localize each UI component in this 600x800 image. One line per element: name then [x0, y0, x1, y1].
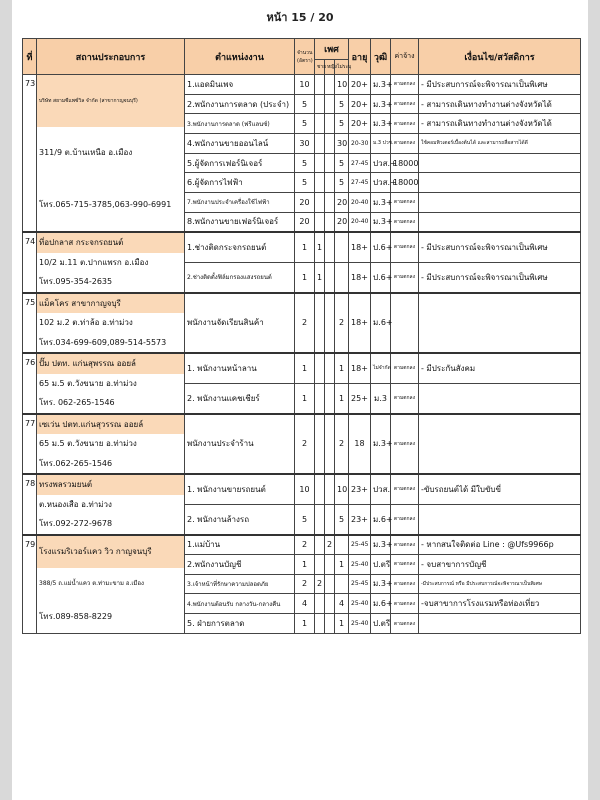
table-row — [23, 232, 581, 262]
position-female — [325, 574, 335, 594]
position-age: 23+ — [349, 474, 371, 504]
position-male — [315, 94, 325, 114]
company-name: ปั๊ม ปตท. แก่นสุพรรณ ออยล์ — [37, 354, 184, 374]
position-conditions: - มีประกันสังคม — [419, 353, 581, 383]
company-phone: โทร.034-699-609,089-514-5573 — [39, 337, 167, 347]
position-wage: 18000 — [391, 173, 419, 193]
header-position: ตำแหน่งงาน — [185, 39, 295, 75]
position-age: 18+ — [349, 262, 371, 292]
position-education: ม.6+ — [371, 594, 391, 614]
position-female — [325, 353, 335, 383]
company-cell — [37, 414, 185, 475]
job-listing-table — [22, 38, 581, 634]
position-male — [315, 353, 325, 383]
position-unspecified: 2 — [335, 293, 349, 354]
position-female — [325, 232, 335, 262]
position-wage: ตามตกลง — [391, 134, 419, 154]
position-female — [325, 153, 335, 173]
position-conditions: ใช้คอมพิวเตอร์เบื้องต้นได้ และสามารถสื่อสารได้ดี — [419, 134, 581, 154]
company-cell — [37, 535, 185, 634]
company-cell — [37, 353, 185, 414]
position-conditions: - มีประสบการณ์จะพิจารณาเป็นพิเศษ — [419, 262, 581, 292]
company-name: เซเว่น ปตท.แก่นสุวรรณ ออยล์ — [37, 415, 184, 435]
table-row — [23, 293, 581, 354]
position-title: 2.พนักงานการตลาด (ประจำ) — [185, 94, 295, 114]
position-male: 1 — [315, 262, 325, 292]
position-education: ม.3 ปวช. — [371, 134, 391, 154]
position-age: 18+ — [349, 293, 371, 354]
position-unspecified: 20 — [335, 212, 349, 232]
position-unspecified: 10 — [335, 75, 349, 95]
position-age: 20-30 — [349, 134, 371, 154]
position-education: ม.3 — [371, 383, 391, 413]
position-count: 1 — [295, 232, 315, 262]
position-male — [315, 474, 325, 504]
position-age: 25-45 — [349, 535, 371, 555]
company-name: ทรงพลรวมยนต์ — [37, 475, 184, 495]
header-male: ชาย — [315, 60, 325, 75]
position-male — [315, 554, 325, 574]
company-address: 102 ม.2 ต.ท่าล้อ อ.ท่าม่วง — [39, 318, 133, 327]
company-phone: โทร.065-715-3785,063-990-6991 — [39, 200, 172, 209]
position-title: 1. พนักงานหน้าลาน — [185, 353, 295, 383]
position-education: ป.ตรี — [371, 554, 391, 574]
position-female — [325, 474, 335, 504]
position-title: 4.พนักงานขายออนไลน์ — [185, 134, 295, 154]
position-male — [315, 594, 325, 614]
position-wage: ตามตกลง — [391, 614, 419, 634]
header-count: จำนวน (อัตรา) — [295, 39, 315, 75]
position-female — [325, 114, 335, 134]
position-age: 18+ — [349, 232, 371, 262]
position-count: 1 — [295, 262, 315, 292]
position-age: 25-40 — [349, 554, 371, 574]
position-male — [315, 134, 325, 154]
position-education: ป.6+ — [371, 262, 391, 292]
position-age: 25+ — [349, 383, 371, 413]
position-count: 4 — [295, 594, 315, 614]
position-count: 20 — [295, 193, 315, 213]
position-wage — [391, 293, 419, 354]
company-cell — [37, 75, 185, 233]
position-male — [315, 504, 325, 534]
position-unspecified: 5 — [335, 94, 349, 114]
position-conditions — [419, 212, 581, 232]
position-count: 1 — [295, 554, 315, 574]
position-count: 2 — [295, 574, 315, 594]
row-number: 74 — [23, 232, 37, 293]
position-conditions: - สามารถเดินทางทำงานต่างจังหวัดได้ — [419, 114, 581, 134]
position-female — [325, 262, 335, 292]
position-conditions: - มีประสบการณ์จะพิจารณาเป็นพิเศษ — [419, 232, 581, 262]
position-age: 23+ — [349, 504, 371, 534]
position-conditions — [419, 504, 581, 534]
position-male — [315, 193, 325, 213]
page-number: หน้า 15 / 20 — [266, 11, 334, 24]
position-male — [315, 414, 325, 475]
row-number: 79 — [23, 535, 37, 634]
position-count: 2 — [295, 535, 315, 555]
company-name: โรงแรมริเวอร์แคว วิว กาญจนบุรี — [37, 536, 184, 569]
position-wage: ตามตกลง — [391, 212, 419, 232]
position-conditions: - หากสนใจติดต่อ Line : @Ufs9966p — [419, 535, 581, 555]
table-row — [23, 474, 581, 504]
position-conditions — [419, 614, 581, 634]
position-unspecified: 2 — [335, 414, 349, 475]
position-female — [325, 94, 335, 114]
position-conditions — [419, 173, 581, 193]
position-wage: ตามตกลง — [391, 94, 419, 114]
position-education: ปวส.+ — [371, 153, 391, 173]
header-gender: เพศ — [315, 39, 349, 60]
position-education: ม.3+ — [371, 414, 391, 475]
position-age: 18+ — [349, 353, 371, 383]
position-unspecified — [335, 262, 349, 292]
position-title: 2. พนักงานแคชเชียร์ — [185, 383, 295, 413]
position-female — [325, 173, 335, 193]
header-wage: ค่าจ้าง — [391, 39, 419, 75]
position-unspecified: 4 — [335, 594, 349, 614]
header-conditions: เงื่อนไข/สวัสดิการ — [419, 39, 581, 75]
position-conditions — [419, 414, 581, 475]
position-conditions — [419, 383, 581, 413]
company-name: ที่อปกลาส กระจกรถยนต์ — [37, 233, 184, 253]
position-male — [315, 535, 325, 555]
position-female — [325, 212, 335, 232]
position-count: 2 — [295, 414, 315, 475]
company-address: ต.หนองเสือ อ.ท่าม่วง — [39, 499, 112, 509]
position-male — [315, 153, 325, 173]
position-wage: ตามตกลง — [391, 193, 419, 213]
position-female — [325, 594, 335, 614]
row-number: 76 — [23, 353, 37, 414]
header-age: อายุ — [349, 39, 371, 75]
row-number: 75 — [23, 293, 37, 354]
position-unspecified: 30 — [335, 134, 349, 154]
table-row — [23, 414, 581, 475]
position-female — [325, 614, 335, 634]
position-wage: ตามตกลง — [391, 353, 419, 383]
position-title: 5. ฝ่ายการตลาด — [185, 614, 295, 634]
company-address: 10/2 ม.11 ต.ปากแพรก อ.เมือง — [39, 257, 149, 267]
position-wage: ตามตกลง — [391, 232, 419, 262]
company-phone: โทร.092-272-9678 — [39, 519, 113, 528]
company-name: บริษัท สยามซีแพซ์วิล จำกัด (สาขากาญจนบุรี) — [37, 75, 184, 127]
position-age: 20-40 — [349, 212, 371, 232]
position-title: 1.ช่างติดกระจกรถยนต์ — [185, 232, 295, 262]
position-age: 20+ — [349, 114, 371, 134]
position-age: 25-40 — [349, 614, 371, 634]
position-wage: ตามตกลง — [391, 383, 419, 413]
position-count: 2 — [295, 293, 315, 354]
company-name: แม็คโคร สาขากาญจบุรี — [37, 294, 184, 314]
table-row — [23, 353, 581, 383]
position-title: 6.ผู้จัดการไฟฟ้า — [185, 173, 295, 193]
position-unspecified: 1 — [335, 383, 349, 413]
position-female — [325, 193, 335, 213]
header-no: ที่ — [23, 39, 37, 75]
position-title: 3.พนักงานการตลาด (ฟรีแลนซ์) — [185, 114, 295, 134]
position-unspecified — [335, 232, 349, 262]
position-age: 25-45 — [349, 574, 371, 594]
position-wage: ตามตกลง — [391, 504, 419, 534]
position-conditions — [419, 153, 581, 173]
position-age: 27-45 — [349, 153, 371, 173]
position-education: ม.3+ — [371, 193, 391, 213]
position-wage: ตามตกลง — [391, 594, 419, 614]
position-male — [315, 614, 325, 634]
position-count: 10 — [295, 474, 315, 504]
position-education: ปวส.+ — [371, 173, 391, 193]
position-male — [315, 212, 325, 232]
position-title: 8.พนักงานขายเฟอร์นิเจอร์ — [185, 212, 295, 232]
document-page — [12, 0, 588, 800]
position-unspecified: 5 — [335, 153, 349, 173]
position-count: 1 — [295, 383, 315, 413]
position-education: ม.3+ — [371, 535, 391, 555]
table-row — [23, 75, 581, 95]
position-count: 1 — [295, 353, 315, 383]
position-unspecified: 5 — [335, 504, 349, 534]
position-education: ป.6+ — [371, 232, 391, 262]
position-count: 10 — [295, 75, 315, 95]
position-unspecified — [335, 574, 349, 594]
position-age: 25-40 — [349, 594, 371, 614]
position-count: 5 — [295, 153, 315, 173]
company-cell — [37, 232, 185, 293]
position-unspecified: 1 — [335, 353, 349, 383]
company-address: 311/9 ต.บ้านเหนือ อ.เมือง — [39, 148, 133, 157]
position-unspecified: 5 — [335, 114, 349, 134]
position-title: พนักงานประจำร้าน — [185, 414, 295, 475]
position-female — [325, 504, 335, 534]
position-unspecified: 5 — [335, 173, 349, 193]
position-conditions: - มีประสบการณ์จะพิจารณาเป็นพิเศษ — [419, 75, 581, 95]
position-conditions: -ขับรถยนต์ได้ มีใบขับขี่ — [419, 474, 581, 504]
position-count: 30 — [295, 134, 315, 154]
table-row — [23, 535, 581, 555]
position-age: 20+ — [349, 94, 371, 114]
company-phone: โทร.062-265-1546 — [39, 458, 113, 468]
position-title: 4.พนักงานต้อนรับ กลางวัน-กลางคืน — [185, 594, 295, 614]
header-education: วุฒิ — [371, 39, 391, 75]
position-count: 5 — [295, 173, 315, 193]
position-education: ม.6+ — [371, 293, 391, 354]
company-cell — [37, 293, 185, 354]
position-title: 1.แม่บ้าน — [185, 535, 295, 555]
position-unspecified — [335, 535, 349, 555]
position-female — [325, 134, 335, 154]
position-female — [325, 293, 335, 354]
header-company: สถานประกอบการ — [37, 39, 185, 75]
position-female — [325, 554, 335, 574]
row-number: 73 — [23, 75, 37, 233]
header-unspecified: ไม่ระบุ — [335, 60, 349, 75]
company-address: 65 ม.5 ต.วังขนาย อ.ท่าม่วง — [39, 378, 137, 388]
position-conditions — [419, 193, 581, 213]
position-female — [325, 383, 335, 413]
position-conditions: -จบสาขาการโรงแรมหรือท่องเที่ยว — [419, 594, 581, 614]
position-wage: ตามตกลง — [391, 554, 419, 574]
position-education: ม.3+ — [371, 94, 391, 114]
position-education: ม.3+ — [371, 75, 391, 95]
company-phone: โทร.095-354-2635 — [39, 277, 113, 286]
position-title: 7.พนักงานประจำเครื่องใช้ไฟฟ้า — [185, 193, 295, 213]
position-female — [325, 414, 335, 475]
position-education: ปวส. — [371, 474, 391, 504]
position-title: 5.ผู้จัดการเฟอร์นิเจอร์ — [185, 153, 295, 173]
position-age: 20-40 — [349, 193, 371, 213]
table-body — [23, 75, 581, 634]
position-conditions: - จบสาขาการบัญชี — [419, 554, 581, 574]
position-male: 2 — [315, 574, 325, 594]
position-title: 2.ช่างติดตั้งฟิล์มกรองแสงรถยนต์ — [185, 262, 295, 292]
position-title: พนักงานจัดเรียนสินค้า — [185, 293, 295, 354]
position-male: 1 — [315, 232, 325, 262]
position-education: ม.3+ — [371, 114, 391, 134]
position-wage: 18000 — [391, 153, 419, 173]
position-education: ม.6+ — [371, 504, 391, 534]
position-conditions: - สามารถเดินทางทำงานต่างจังหวัดได้ — [419, 94, 581, 114]
position-wage: ตามตกลง — [391, 262, 419, 292]
position-title: 2.พนักงานบัญชี — [185, 554, 295, 574]
position-female: 2 — [325, 535, 335, 555]
position-wage: ตามตกลง — [391, 75, 419, 95]
row-number: 78 — [23, 474, 37, 535]
position-unspecified: 1 — [335, 614, 349, 634]
company-phone: โทร. 062-265-1546 — [39, 398, 115, 407]
position-conditions — [419, 293, 581, 354]
position-wage: ตามตกลง — [391, 574, 419, 594]
position-age: 18 — [349, 414, 371, 475]
position-conditions: -มีประสบการณ์ หรือ มีประสบการณ์จะพิจารณาเป็นพิเศษ — [419, 574, 581, 594]
position-female — [325, 75, 335, 95]
position-wage: ตามตกลง — [391, 114, 419, 134]
company-address: 65 ม.5 ต.วังขนาย อ.ท่าม่วง — [39, 439, 137, 448]
position-male — [315, 173, 325, 193]
position-count: 5 — [295, 94, 315, 114]
position-count: 20 — [295, 212, 315, 232]
position-title: 1.แอดมินเพจ — [185, 75, 295, 95]
position-wage: ตามตกลง — [391, 474, 419, 504]
position-wage: ตามตกลง — [391, 414, 419, 475]
position-education: ม.3+ — [371, 212, 391, 232]
header-female: หญิง — [325, 60, 335, 75]
position-education: ม.3+ — [371, 574, 391, 594]
position-unspecified: 10 — [335, 474, 349, 504]
company-cell — [37, 474, 185, 535]
position-age: 27-45 — [349, 173, 371, 193]
row-number: 77 — [23, 414, 37, 475]
position-count: 1 — [295, 614, 315, 634]
position-male — [315, 293, 325, 354]
position-age: 20+ — [349, 75, 371, 95]
position-education: ไม่จำกัด — [371, 353, 391, 383]
position-male — [315, 383, 325, 413]
position-male — [315, 114, 325, 134]
position-unspecified: 20 — [335, 193, 349, 213]
position-wage: ตามตกลง — [391, 535, 419, 555]
position-unspecified: 1 — [335, 554, 349, 574]
position-education: ป.ตรี — [371, 614, 391, 634]
position-title: 3.เจ้าหน้าที่รักษาความปลอดภัย — [185, 574, 295, 594]
position-count: 5 — [295, 504, 315, 534]
position-count: 5 — [295, 114, 315, 134]
position-title: 2. พนักงานล้างรถ — [185, 504, 295, 534]
company-address: 388/5 ถ.แม่น้ำแคว ต.ท่ามะขาม อ.เมือง — [39, 580, 144, 587]
company-phone: โทร.089-858-8229 — [39, 611, 113, 621]
position-title: 1. พนักงานขายรถยนต์ — [185, 474, 295, 504]
position-male — [315, 75, 325, 95]
